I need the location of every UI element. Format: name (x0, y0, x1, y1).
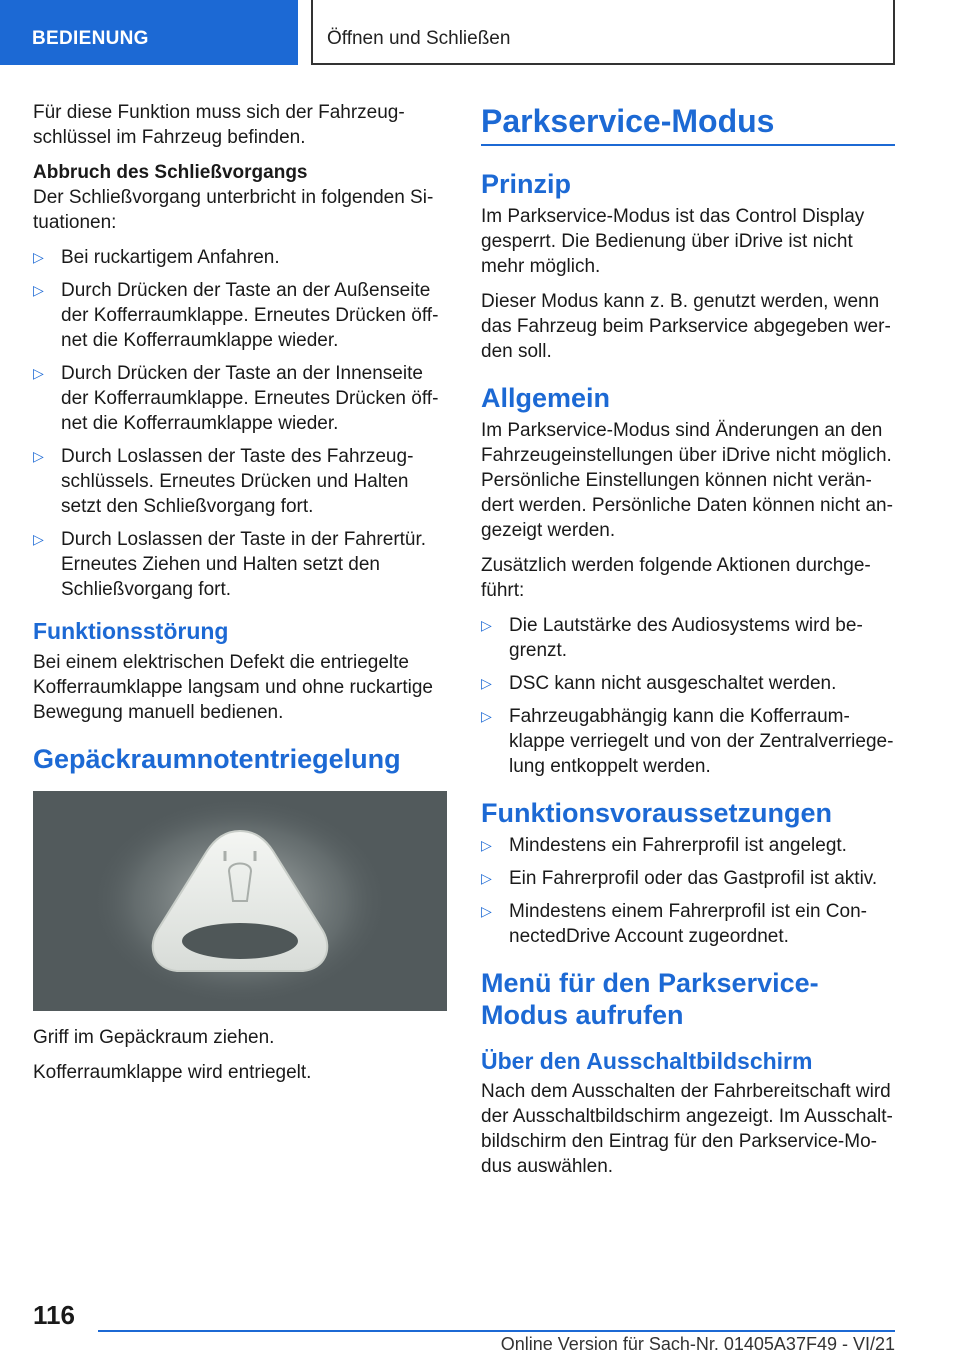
list-item: ▷ DSC kann nicht ausgeschaltet werden. (481, 673, 837, 694)
list-item: ▷ Bei ruckartigem Anfahren. (33, 247, 280, 268)
list-item: ▷ Durch Drücken der Taste an der Innenseite der Kofferraumklappe. Erneutes Drücken öffnet die Kofferraumklappe wieder. (33, 363, 439, 434)
triangle-bullet-icon: ▷ (33, 448, 44, 464)
trunk-release-handle-figure (33, 791, 447, 1011)
malfunction-paragraph: Bei einem elektrischen Defekt die entriegelte Kofferraumklappe langsam und ohne ruckartige Bewegung manuell bedienen. (33, 652, 433, 723)
triangle-bullet-icon: ▷ (481, 708, 492, 724)
abort-paragraph: Der Schließvorgang unterbricht in folgenden Situationen: (33, 187, 434, 233)
general-paragraph-2: Zusätzlich werden folgende Aktionen durchgeführt: (481, 555, 871, 601)
intro-paragraph: Für diese Funktion muss sich der Fahrzeugschlüssel im Fahrzeug befinden. (33, 102, 405, 148)
principle-paragraph-1: Im Parkservice-Modus ist das Control Display gesperrt. Die Bedienung über iDrive ist nicht mehr möglich. (481, 206, 865, 277)
principle-paragraph-2: Dieser Modus kann z. B. genutzt werden, wenn das Fahrzeug beim Parkservice abgegeben werden soll. (481, 291, 891, 362)
trunk-release-handle-icon (33, 791, 447, 1011)
triangle-bullet-icon: ▷ (33, 249, 44, 265)
general-paragraph-1: Im Parkservice-Modus sind Änderungen an den Fahrzeugeinstellungen über iDrive nicht möglich. Persönliche Einstellungen können nicht verändert werden. Persönliche Daten können nicht angezeigt werden. (481, 420, 893, 541)
triangle-bullet-icon: ▷ (481, 903, 492, 919)
list-item: ▷ Durch Drücken der Taste an der Außenseite der Kofferraumklappe. Erneutes Drücken öffnet die Kofferraumklappe wieder. (33, 280, 439, 351)
list-item: ▷ Durch Loslassen der Taste des Fahrzeugschlüssels. Erneutes Drücken und Halten setzt den Schließvorgang fort. (33, 446, 414, 517)
emergency-step-1: Griff im Gepäckraum ziehen. (33, 1027, 275, 1048)
triangle-bullet-icon: ▷ (33, 365, 44, 381)
triangle-bullet-icon: ▷ (481, 870, 492, 886)
general-list (481, 613, 895, 779)
list-item: ▷ Ein Fahrerprofil oder das Gastprofil ist aktiv. (481, 868, 878, 889)
shutdown-paragraph: Nach dem Ausschalten der Fahrbereitschaft wird der Ausschaltbildschirm angezeigt. Im Ausschaltbildschirm den Eintrag für den Parkservice-Modus auswählen. (481, 1081, 893, 1177)
triangle-bullet-icon: ▷ (481, 675, 492, 691)
page-number: 116 (33, 1300, 75, 1330)
abort-list (33, 245, 447, 602)
chapter-title: Öffnen und Schließen (311, 0, 895, 65)
malfunction-heading: Funktionsstörung (33, 618, 229, 644)
section-title: Parkservice-Modus (481, 100, 895, 146)
section-tab: BEDIENUNG (0, 0, 298, 65)
right-column (481, 100, 895, 1189)
emergency-step-2: Kofferraumklappe wird entriegelt. (33, 1062, 312, 1083)
list-item: ▷ Mindestens ein Fahrerprofil ist angelegt. (481, 835, 847, 856)
list-item: ▷ Fahrzeugabhängig kann die Kofferraumklappe verriegelt und von der Zentralverriegelung entkoppelt werden. (481, 706, 894, 777)
triangle-bullet-icon: ▷ (481, 837, 492, 853)
footer-divider (98, 1330, 895, 1332)
triangle-bullet-icon: ▷ (33, 282, 44, 298)
list-item: ▷ Durch Loslassen der Taste in der Fahrertür. Erneutes Ziehen und Halten setzt den Schließvorgang fort. (33, 529, 427, 600)
principle-heading: Prinzip (481, 169, 572, 199)
abort-heading: Abbruch des Schließvorgangs (33, 162, 308, 183)
general-heading: Allgemein (481, 383, 611, 413)
emergency-release-heading: Gepäckraumnotentriegelung (33, 744, 401, 774)
requirements-heading: Funktionsvoraussetzungen (481, 798, 833, 828)
list-item: ▷ Die Lautstärke des Audiosystems wird begrenzt. (481, 615, 863, 661)
shutdown-screen-heading: Über den Ausschaltbildschirm (481, 1048, 813, 1074)
requirements-list (481, 833, 895, 949)
triangle-bullet-icon: ▷ (481, 617, 492, 633)
list-item: ▷ Mindestens einem Fahrerprofil ist ein ConnectedDrive Account zugeordnet. (481, 901, 867, 947)
online-version-note: Online Version für Sach-Nr. 01405A37F49 - VI/21 (500, 1334, 895, 1354)
left-column (33, 100, 447, 1095)
triangle-bullet-icon: ▷ (33, 531, 44, 547)
menu-heading: Menü für den Parkservice-Modus aufrufen (481, 968, 819, 1030)
